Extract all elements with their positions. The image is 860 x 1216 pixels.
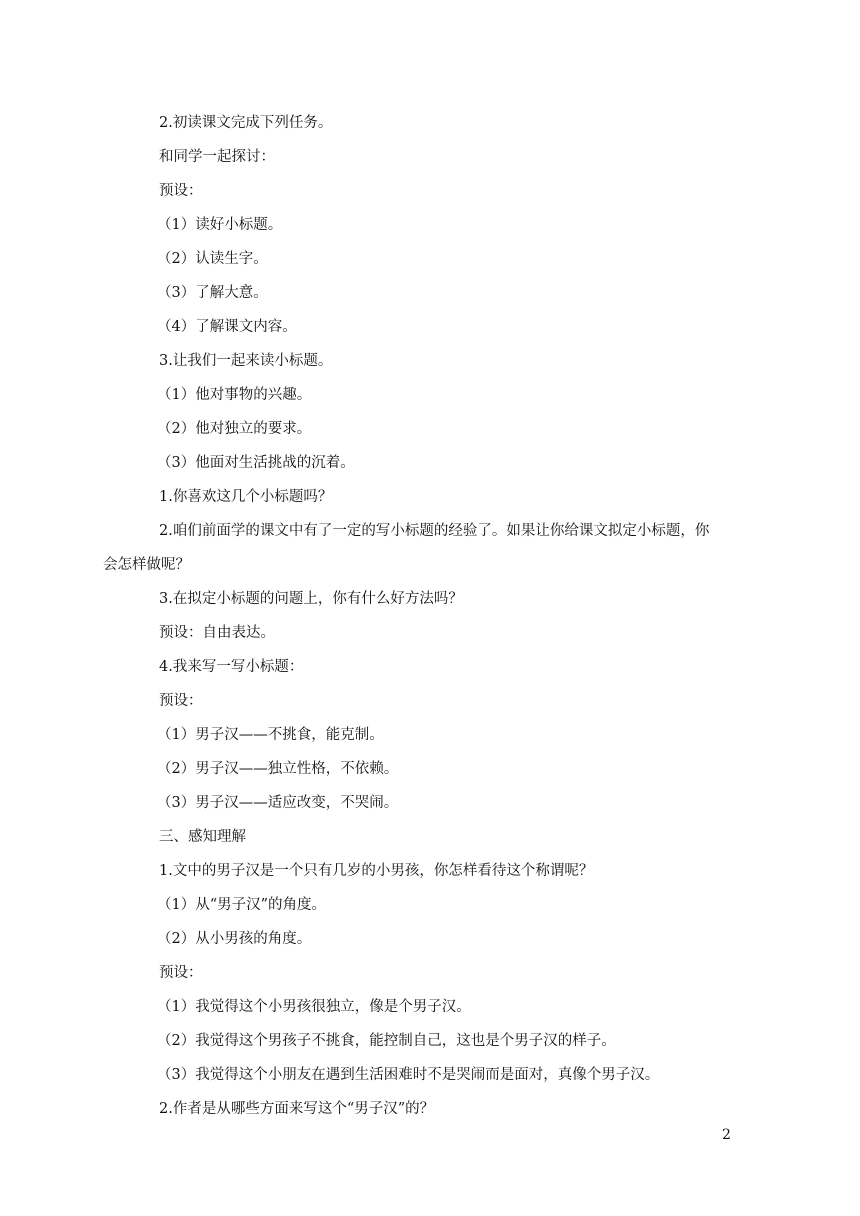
text-line: 预设： [159,965,203,981]
text-line: （2）我觉得这个男孩子不挑食，能控制自己，这也是个男子汉的样子。 [157,1033,616,1049]
text-line: （3）我觉得这个小朋友在遇到生活困难时不是哭闹而是面对，真像个男子汉。 [157,1067,660,1083]
text-line: 预设：自由表达。 [159,625,275,641]
text-line: （3）男子汉——适应改变，不哭闹。 [157,795,399,811]
text-line: 1.文中的男子汉是一个只有几岁的小男孩，你怎样看待这个称谓呢？ [159,863,594,879]
text-line: （1）从“男子汉”的角度。 [157,897,327,913]
text-line: 2.作者是从哪些方面来写这个“男子汉”的？ [159,1101,435,1117]
text-line: 会怎样做呢？ [103,557,190,573]
text-line: 和同学一起探讨： [159,149,275,165]
text-line: （4）了解课文内容。 [157,319,297,335]
text-line: （1）男子汉——不挑食，能克制。 [157,727,384,743]
page-content [103,106,735,1126]
text-line: 预设： [159,183,203,199]
text-line: 2.咱们前面学的课文中有了一定的写小标题的经验了。如果让你给课文拟定小标题，你 [159,523,710,539]
page-number: 2 [722,1127,731,1143]
text-line: 4.我来写一写小标题： [159,659,304,675]
text-line: （1）他对事物的兴趣。 [157,387,312,403]
text-line: （2）认读生字。 [157,251,268,267]
text-line: （3）他面对生活挑战的沉着。 [157,455,355,471]
text-line: （3）了解大意。 [157,285,268,301]
text-line: 2.初读课文完成下列任务。 [159,115,333,131]
text-line: （1）读好小标题。 [157,217,283,233]
text-line: 3.在拟定小标题的问题上，你有什么好方法吗？ [159,591,463,607]
section-heading: 三、感知理解 [159,829,246,845]
text-line: （2）他对独立的要求。 [157,421,312,437]
text-line: 1.你喜欢这几个小标题吗？ [159,489,333,505]
text-line: （2）从小男孩的角度。 [157,931,312,947]
text-line: 3.让我们一起来读小标题。 [159,353,333,369]
text-line: 预设： [159,693,203,709]
text-line: （1）我觉得这个小男孩很独立，像是个男子汉。 [157,999,471,1015]
text-line: （2）男子汉——独立性格，不依赖。 [157,761,399,777]
